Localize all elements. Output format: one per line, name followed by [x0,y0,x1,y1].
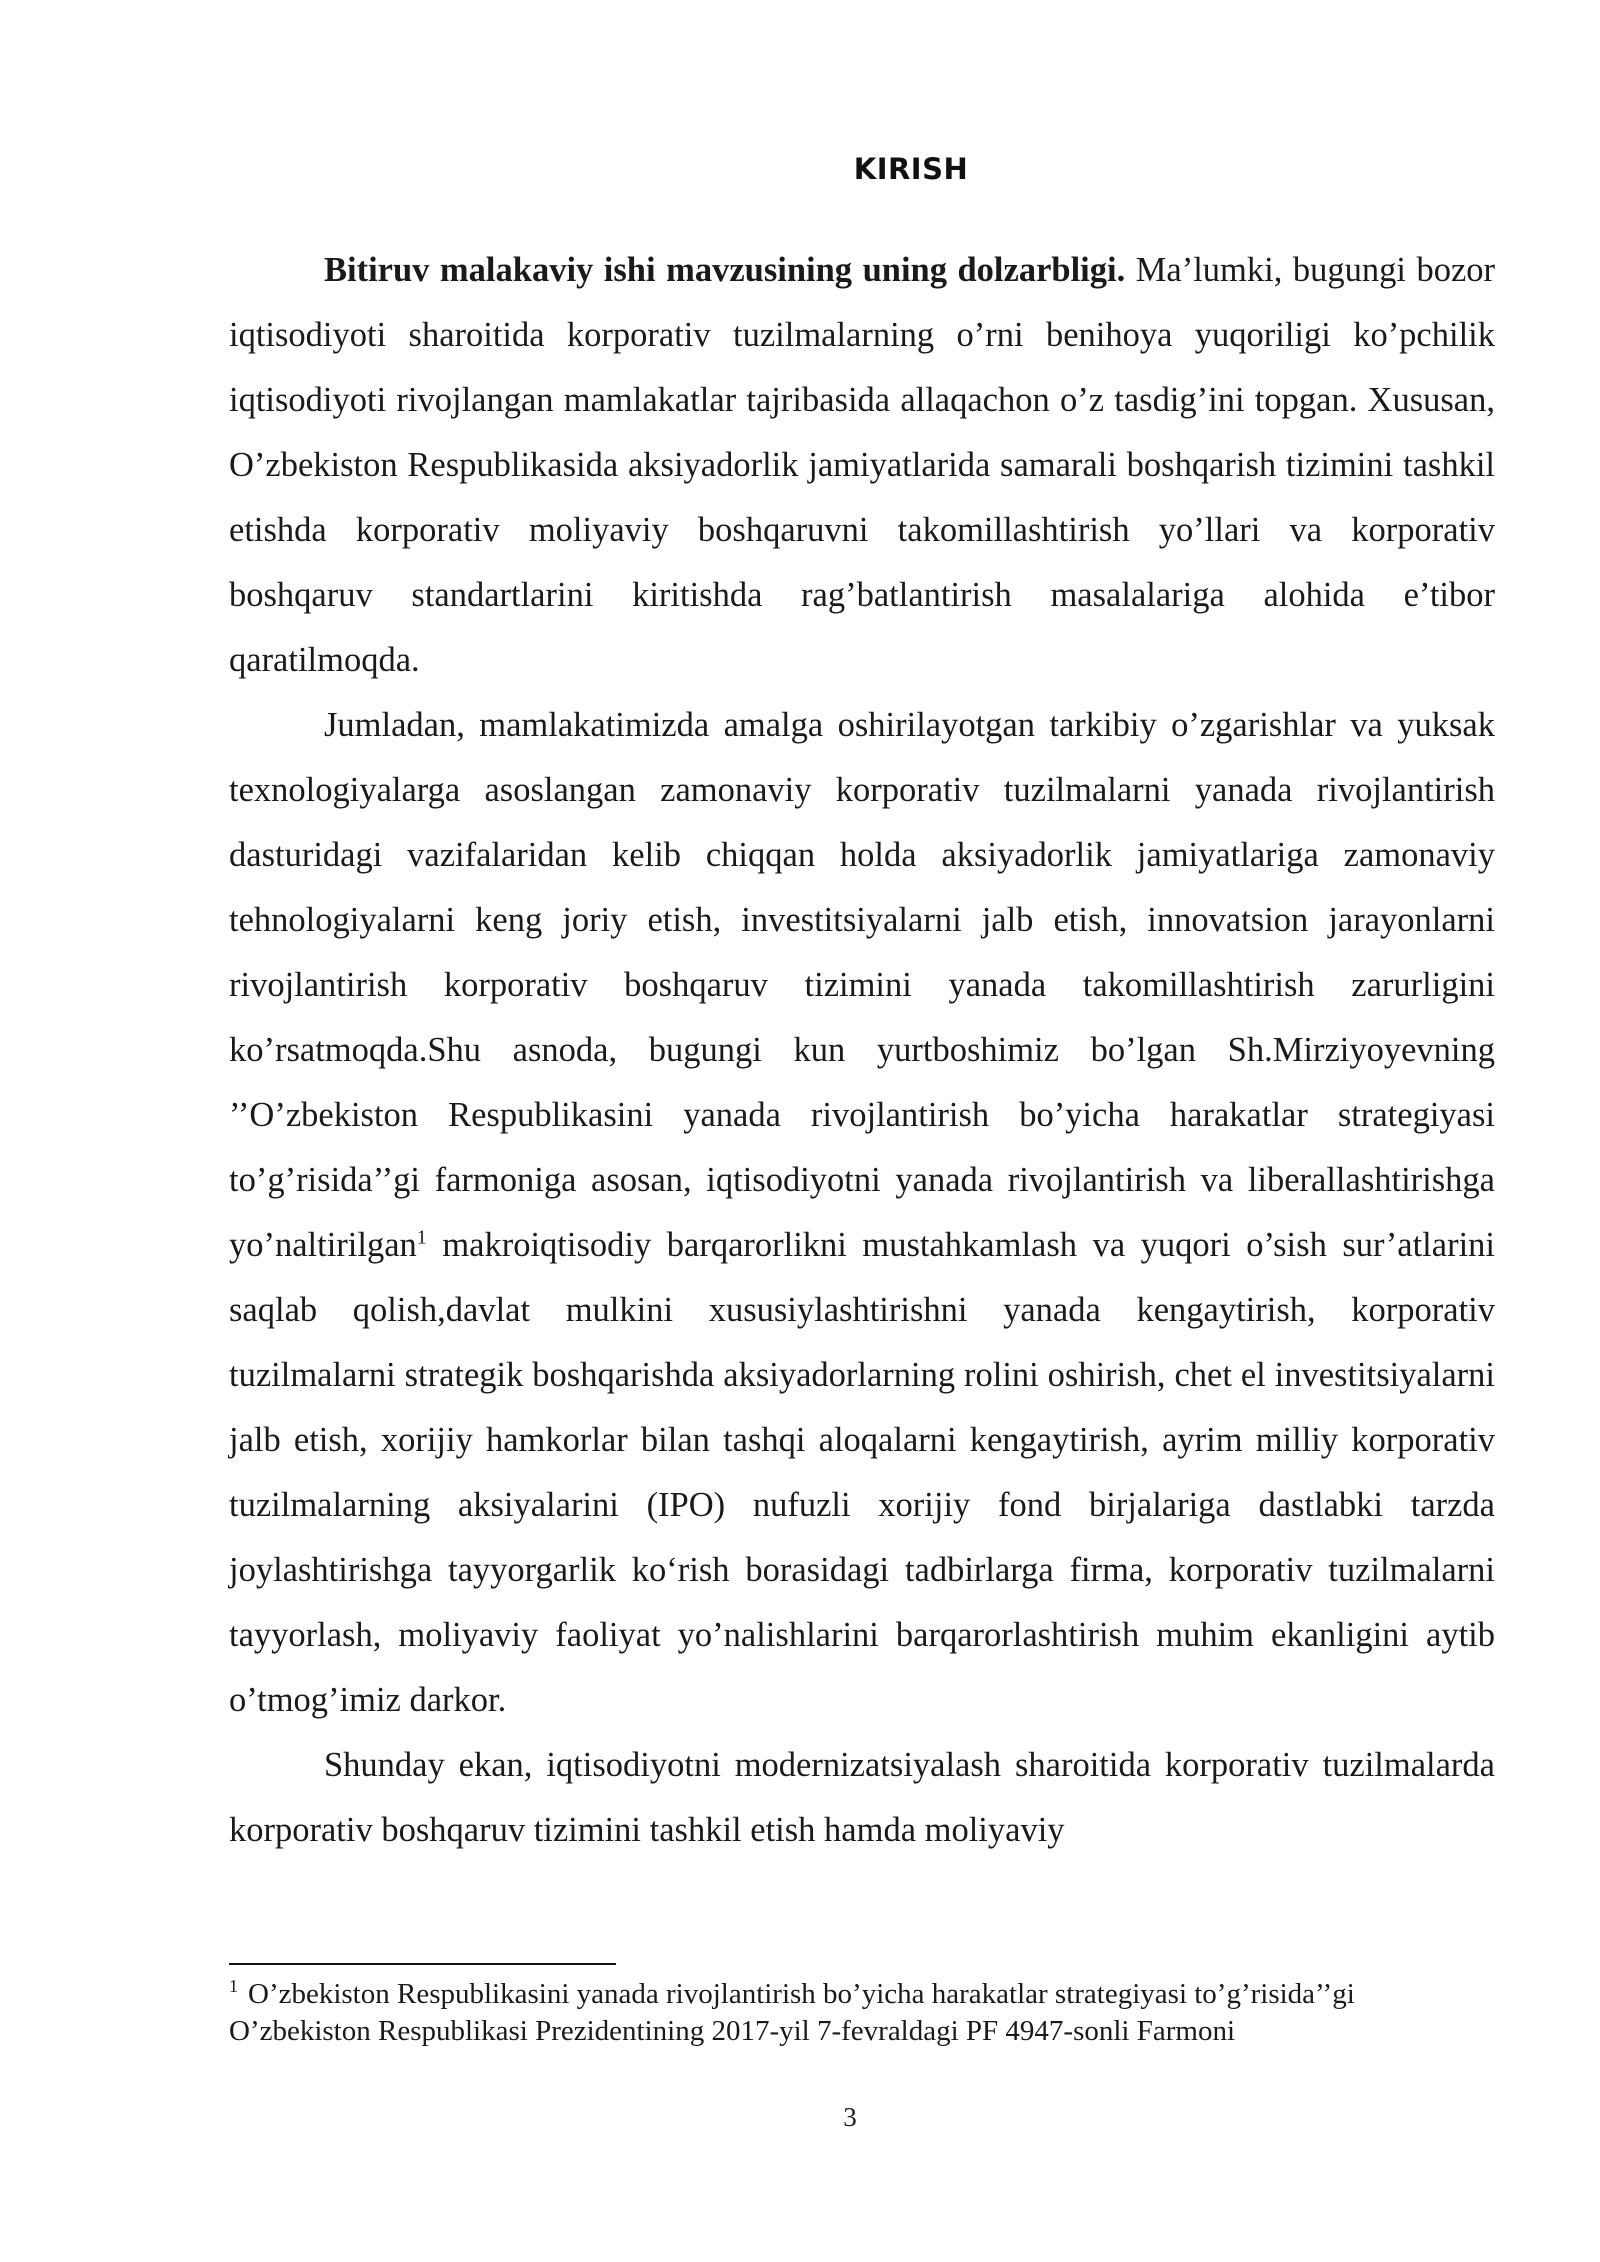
page-number: 3 [843,2102,857,2132]
paragraph-1 [229,238,1495,693]
paragraph-1-text: Ma’lumki, bugungi bozor iqtisodiyoti sharoitida korporativ tuzilmalarning o’rni benihoya yuqoriligi ko’pchilik iqtisodiyoti rivojlangan mamlakatlar tajribasida allaqachon o’z tasdig’ini topgan. Xususan, O’zbekiston Respublikasida aksiyadorlik jamiyatlarida samarali boshqarish tizimini tashkil etishda korporativ moliyaviy boshqaruvni takomillashtirish yo’llari va korporativ boshqaruv standartlarini kiritishda rag’batlantirish masalalariga alohida e’tibor qaratilmoqda. [229,251,1495,679]
footnote-reference[interactable]: 1 [416,1226,427,1249]
section-heading: KIRISH [853,152,969,186]
paragraph-lead: Bitiruv malakaviy ishi mavzusining uning dolzarbligi. [324,251,1126,289]
paragraph-2-text-end: makroiqtisodiy barqarorlikni mustahkamlash va yuqori o’sish sur’atlarini saqlab qolish,davlat mulkini xususiylashtirishni yanada kengaytirish, korporativ tuzilmalarni strategik boshqarishda aksiyadorlarning rolini oshirish, chet el investitsiyalarni jalb etish, xorijiy hamkorlar bilan tashqi aloqalarni kengaytirish, ayrim milliy korporativ tuzilmalarning aksiyalarini (IPO) nufuzli xorijiy fond birjalariga dastlabki tarzda joylashtirishga tayyorgarlik ko‘rish borasidagi tadbirlarga firma, korporativ tuzilmalarni tayyorlash, moliyaviy faoliyat yo’nalishlarini barqarorlashtirish muhim ekanligini aytib o’tmog’imiz darkor. [229,1226,1495,1719]
paragraph-2-text-start: Jumladan, mamlakatimizda amalga oshirilayotgan tarkibiy o’zgarishlar va yuksak texnologiyalarga asoslangan zamonaviy korporativ tuzilmalarni yanada rivojlantirish dasturidagi vazifalaridan kelib chiqqan holda aksiyadorlik jamiyatlariga zamonaviy tehnologiyalarni keng joriy etish, investitsiyalarni jalb etish, innovatsion jarayonlarni rivojlantirish korporativ boshqaruv tizimini yanada takomillashtirish zarurligini ko’rsatmoqda.Shu asnoda, bugungi kun yurtboshimiz bo’lgan Sh.Mirziyoyevning ’’O’zbekiston Respublikasini yanada rivojlantirish bo’yicha harakatlar strategiyasi to’g’risida’’gi farmoniga asosan, iqtisodiyotni yanada rivojlantirish va liberallashtirishga yo’naltirilgan [229,706,1495,1264]
footnote-number: 1 [229,1976,238,1997]
footnote [229,1976,1495,2050]
footnote-separator [229,1963,616,1965]
paragraph-2 [229,693,1495,1733]
paragraph-3 [229,1733,1495,1863]
body-text [229,238,1495,1863]
paragraph-3-text: Shunday ekan, iqtisodiyotni modernizatsiyalash sharoitida korporativ tuzilmalarda korporativ boshqaruv tizimini tashkil etish hamda moliyaviy [229,1746,1495,1849]
footnote-text: O’zbekiston Respublikasini yanada rivojlantirish bo’yicha harakatlar strategiyasi to’g’risida’’gi O’zbekiston Respublikasi Prezidentining 2017-yil 7-fevraldagi PF 4947-sonli Farmoni [229,1978,1355,2047]
